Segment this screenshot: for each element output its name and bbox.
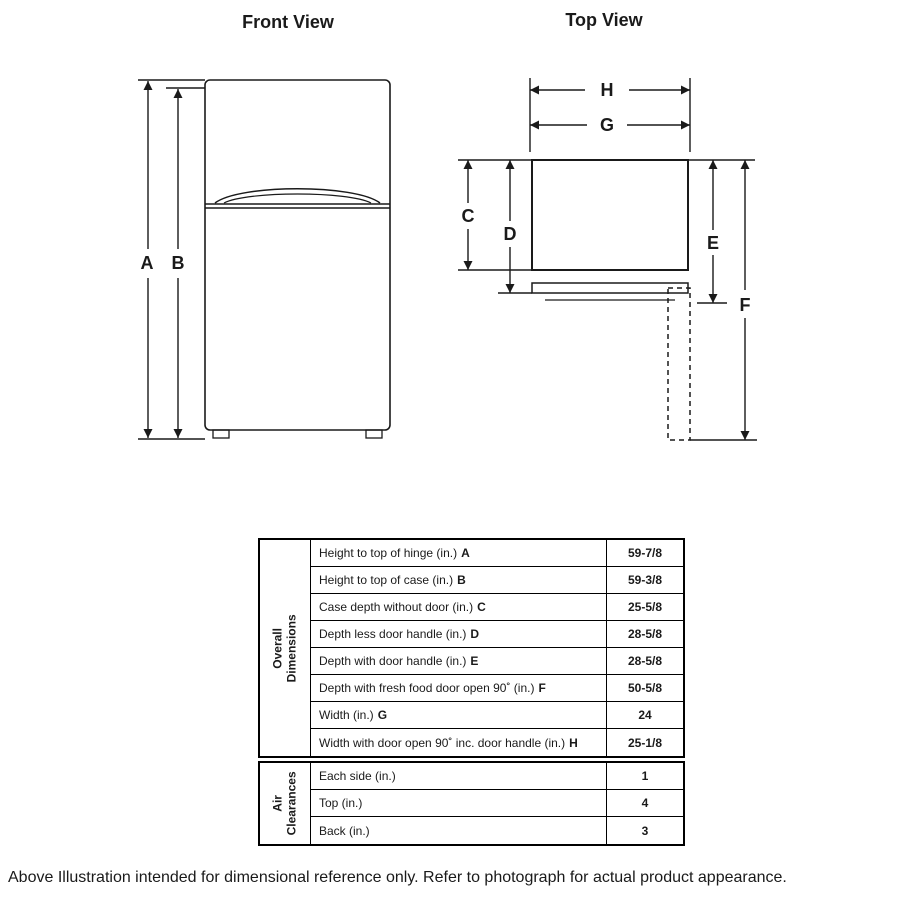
case-outline — [532, 160, 688, 270]
dimension-description-text: Width (in.) — [319, 708, 374, 722]
dimensions-table — [258, 538, 685, 846]
door-open-dashed-outline — [668, 288, 690, 440]
fridge-body — [205, 80, 390, 430]
dimension-value: 24 — [606, 702, 683, 728]
dim-label-g: G — [599, 115, 615, 135]
dim-label-h: H — [600, 80, 614, 100]
dimension-letter: D — [470, 627, 480, 641]
dimension-description — [311, 817, 606, 844]
disclaimer-note: Above Illustration intended for dimensional reference only. Refer to photograph for actual product appearance. — [8, 869, 787, 886]
dimension-description-text: Depth with fresh food door open 90˚ (in.) — [319, 681, 535, 695]
group-label-line1: Overall — [270, 627, 285, 669]
fridge-foot-right — [366, 430, 382, 438]
dimension-description — [311, 648, 606, 674]
dimension-description — [311, 567, 606, 593]
dimension-value: 3 — [606, 817, 683, 844]
dimension-letter: A — [461, 546, 470, 560]
group-label-text — [271, 771, 300, 835]
table-row — [311, 790, 683, 817]
table-row — [311, 763, 683, 790]
table-row — [311, 621, 683, 648]
dimension-value: 50-5/8 — [606, 675, 683, 701]
dim-label-e: E — [706, 233, 720, 253]
dimension-letter: G — [377, 708, 388, 722]
dimension-value: 25-1/8 — [606, 729, 683, 756]
dimension-description — [311, 594, 606, 620]
dimension-description-text: Height to top of case (in.) — [319, 573, 454, 587]
dimension-value: 1 — [606, 763, 683, 789]
table-group-air-clearances — [258, 761, 685, 846]
front-view-title: Front View — [242, 12, 334, 32]
table-row — [311, 648, 683, 675]
dim-label-a: A — [140, 253, 154, 273]
group-label-overall-dimensions — [260, 540, 311, 756]
dimension-description-text: Back (in.) — [319, 823, 370, 838]
group-label-line1: Air — [270, 795, 285, 812]
door-handle — [215, 189, 380, 203]
dimension-description-text: Height to top of hinge (in.) — [319, 546, 458, 560]
dimension-description-text: Depth less door handle (in.) — [319, 627, 467, 641]
refrigerator-front-drawing — [205, 80, 390, 438]
dimension-letter: F — [538, 681, 546, 695]
table-group-overall-dimensions — [258, 538, 685, 758]
dimension-value: 4 — [606, 790, 683, 816]
table-row — [311, 567, 683, 594]
dimension-description — [311, 621, 606, 647]
group-label-line2: Dimensions — [285, 613, 300, 683]
door-handle-inner — [224, 194, 371, 203]
dimension-value: 25-5/8 — [606, 594, 683, 620]
dimension-description — [311, 540, 606, 566]
group-label-air-clearances — [260, 763, 311, 844]
dimension-letter: C — [477, 600, 486, 614]
fridge-foot-left — [213, 430, 229, 438]
top-view-title: Top View — [565, 10, 643, 30]
dimension-description-text: Width with door open 90˚ inc. door handle (in.) — [319, 735, 566, 750]
dimension-value: 59-7/8 — [606, 540, 683, 566]
dimension-description — [311, 729, 606, 756]
door-closed-outline — [532, 283, 688, 293]
table-rows — [311, 763, 683, 844]
dim-label-f: F — [739, 295, 751, 315]
dim-label-c: C — [461, 206, 475, 226]
dimension-description-text: Depth with door handle (in.) — [319, 654, 467, 668]
table-row — [311, 702, 683, 729]
table-row — [311, 729, 683, 756]
dimension-value: 28-5/8 — [606, 621, 683, 647]
dimension-value: 28-5/8 — [606, 648, 683, 674]
dimension-description-text: Top (in.) — [319, 796, 363, 810]
table-row — [311, 817, 683, 844]
dimension-letter: B — [457, 573, 466, 587]
dimension-description-text: Each side (in.) — [319, 769, 396, 783]
dimension-description — [311, 702, 606, 728]
dimension-description — [311, 790, 606, 816]
dim-label-d: D — [503, 224, 517, 244]
table-row — [311, 675, 683, 702]
dimension-description-text: Case depth without door (in.) — [319, 600, 474, 614]
dim-label-b: B — [171, 253, 185, 273]
table-row — [311, 540, 683, 567]
refrigerator-top-drawing — [532, 160, 690, 440]
dimension-value: 59-3/8 — [606, 567, 683, 593]
group-label-line2: Clearances — [285, 771, 300, 836]
dimension-letter: E — [470, 654, 479, 668]
dimension-description — [311, 763, 606, 789]
dimension-letter: H — [569, 735, 578, 750]
group-label-text — [271, 614, 300, 682]
dimension-description — [311, 675, 606, 701]
table-rows — [311, 540, 683, 756]
table-row — [311, 594, 683, 621]
